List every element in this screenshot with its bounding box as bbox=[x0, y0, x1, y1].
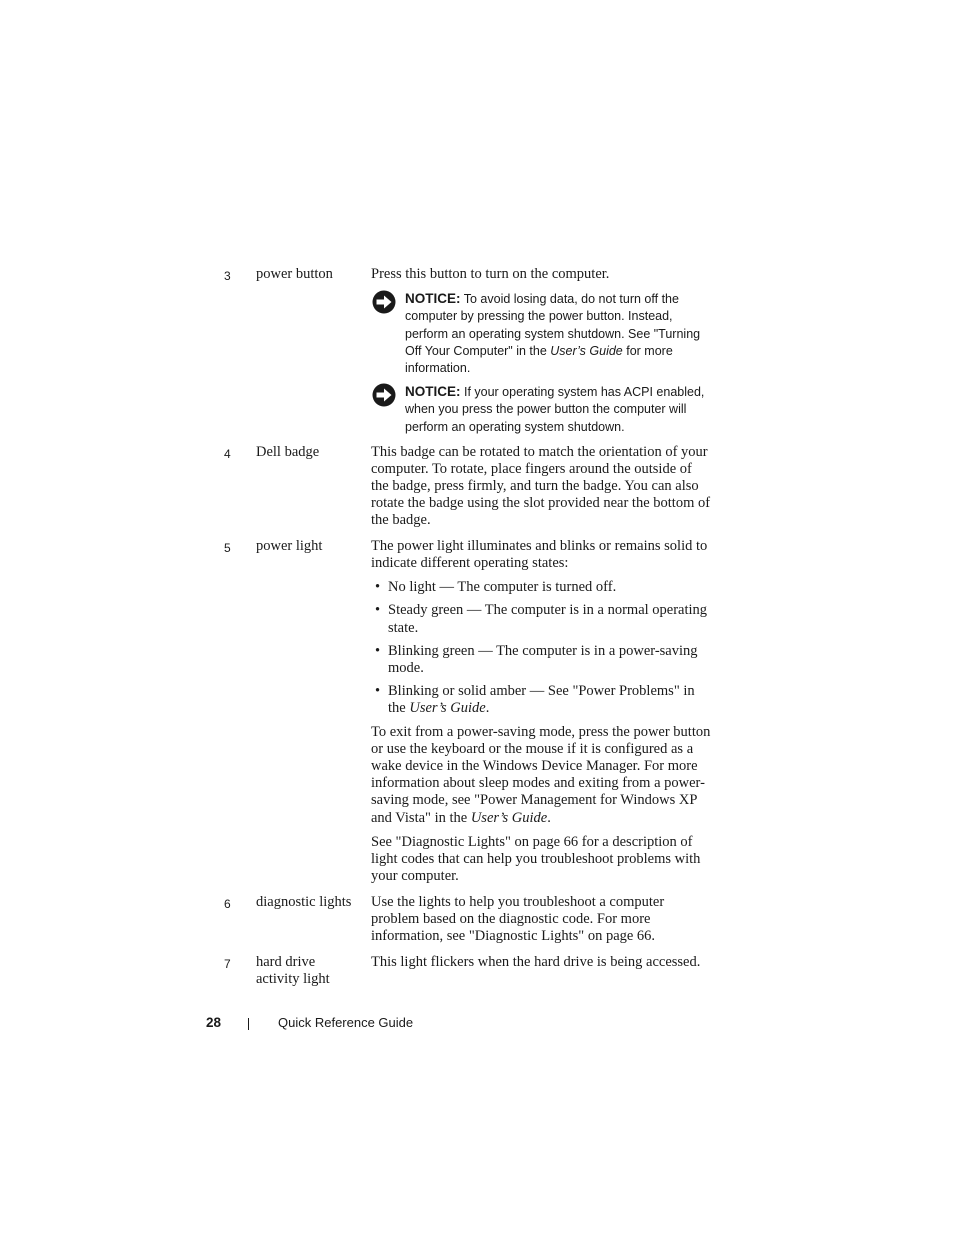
item-number: 7 bbox=[224, 957, 231, 972]
list-item: • Steady green — The computer is in a normal operating state. bbox=[375, 602, 708, 636]
item-description bbox=[371, 442, 713, 529]
notice-text: If your operating system has ACPI enabled, when you press the power button the computer will perform an operating system shutdown. bbox=[405, 385, 705, 434]
description-text: See "Diagnostic Lights" on page 66 for a description of light codes that can help you troubleshoot problems with your computer. bbox=[371, 833, 701, 884]
notice-label: NOTICE: bbox=[405, 291, 461, 307]
table-row bbox=[0, 264, 954, 436]
item-description bbox=[371, 264, 713, 436]
table-row bbox=[0, 442, 954, 529]
bullet-icon: • bbox=[375, 682, 381, 699]
description-text: Use the lights to help you troubleshoot a computer problem based on the diagnostic code. For more information, see "Diagnostic Lights" on page 66. bbox=[371, 893, 665, 945]
table-row bbox=[0, 952, 954, 988]
item-number: 4 bbox=[224, 446, 231, 461]
table-row bbox=[0, 536, 954, 885]
item-term: power button bbox=[256, 266, 333, 282]
bullet-icon: • bbox=[375, 602, 381, 619]
notice-text-tail: for more information. bbox=[405, 343, 673, 375]
description-text: This light flickers when the hard drive is being accessed. bbox=[371, 954, 701, 971]
description-text: This badge can be rotated to match the orientation of your computer. To rotate, place fingers around the outside of the badge, press firmly, and turn the badge. You can also rotate the badge using the slot provided near the bottom of the badge. bbox=[371, 443, 711, 529]
list-item: • Blinking green — The computer is in a power-saving mode. bbox=[375, 642, 698, 676]
item-description bbox=[371, 952, 713, 971]
notice-label: NOTICE: bbox=[405, 384, 461, 400]
item-number: 6 bbox=[224, 896, 231, 911]
item-term: diagnostic lights bbox=[256, 893, 352, 910]
table-row bbox=[0, 892, 954, 945]
description-text: The power light illuminates and blinks or remains solid to indicate different operating states: bbox=[371, 538, 708, 572]
description-text: To exit from a power-saving mode, press the power button or use the keyboard or the mouse if it is configured as a wake device in the Windows Device Manager. For more information about sleep modes and exiting from a power-saving mode, see "Power Management for Windows XP and Vista" in the User’s Guide. bbox=[371, 724, 711, 826]
item-term: Dell badge bbox=[256, 443, 320, 460]
page-number: 28 bbox=[206, 1015, 222, 1030]
description-text: Press this button to turn on the computer. bbox=[371, 266, 610, 282]
list-item: • No light — The computer is turned off. bbox=[375, 579, 617, 596]
bullet-icon: • bbox=[375, 579, 381, 596]
notice-text: To avoid losing data, do not turn off the computer by pressing the power button. Instead, perform an operating system shutdown. See "Turning Off Your Computer" in the bbox=[405, 292, 701, 358]
item-description bbox=[371, 892, 713, 945]
bullet-icon: • bbox=[375, 642, 381, 659]
list-item: • Blinking or solid amber — See "Power Problems" in the User’s Guide. bbox=[375, 682, 695, 716]
item-term: power light bbox=[256, 538, 323, 555]
notice-arrow-icon bbox=[372, 290, 396, 314]
notice bbox=[371, 290, 713, 377]
footer-title: Quick Reference Guide bbox=[278, 1015, 414, 1030]
item-term: hard drive activity light bbox=[256, 954, 330, 988]
notice-italic: User’s Guide bbox=[550, 343, 623, 358]
item-number: 3 bbox=[224, 269, 231, 283]
item-number: 5 bbox=[224, 541, 231, 556]
notice bbox=[371, 383, 713, 436]
state-list bbox=[371, 579, 713, 717]
footer-separator bbox=[248, 1018, 249, 1030]
notice-arrow-icon bbox=[372, 383, 396, 407]
item-description bbox=[371, 536, 713, 885]
spec-table bbox=[0, 264, 954, 988]
